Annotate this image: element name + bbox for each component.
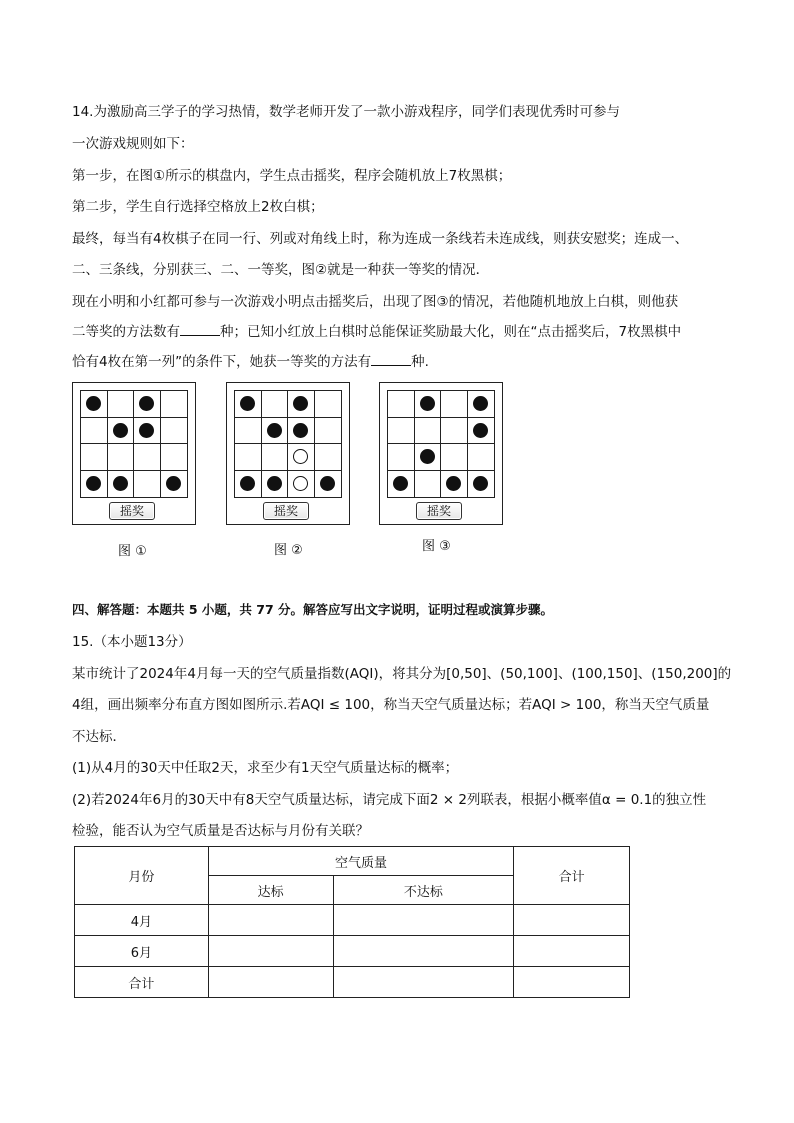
total-header: 合计 [514, 847, 630, 905]
q14-line-4: 第二步，学生自行选择空格放上2枚白棋； [72, 199, 324, 215]
row-label: 合计 [75, 967, 209, 998]
fail-header: 不达标 [333, 876, 514, 905]
board-grid [234, 390, 342, 498]
board-cell[interactable] [134, 391, 161, 418]
q14-line-5: 最终，每当有4枚棋子在同一行、列或对角线上时，称为连成一条线若未连成线，则获安慰奖；连成一、 [72, 231, 689, 247]
black-stone [139, 423, 154, 438]
board-figure-1 [72, 382, 196, 525]
q14-line-2: 一次游戏规则如下： [72, 136, 194, 152]
black-stone [86, 476, 101, 491]
board-cell[interactable] [388, 444, 415, 471]
table-row [75, 967, 630, 998]
lottery-button[interactable]: 摇奖 [109, 502, 155, 520]
board-cell[interactable] [161, 418, 188, 445]
board-cell[interactable] [315, 391, 342, 418]
board-cell[interactable] [161, 444, 188, 471]
board-cell[interactable] [81, 391, 108, 418]
figure-caption-2: 图 ② [274, 543, 303, 558]
cell-pass[interactable] [208, 936, 333, 967]
contingency-table [74, 846, 630, 998]
black-stone [139, 396, 154, 411]
board-cell[interactable] [468, 391, 495, 418]
board-cell[interactable] [315, 471, 342, 498]
black-stone [113, 476, 128, 491]
q14-line-3: 第一步，在图①所示的棋盘内，学生点击摇奖，程序会随机放上7枚黑棋； [72, 168, 512, 184]
section-4-title: 四、解答题：本题共 5 小题，共 77 分。解答应写出文字说明，证明过程或演算步骤。 [72, 602, 554, 617]
q14-line-9 [72, 352, 429, 372]
black-stone [473, 476, 488, 491]
board-cell[interactable] [415, 444, 442, 471]
board-cell[interactable] [441, 418, 468, 445]
board-figure-2 [226, 382, 350, 525]
board-cell[interactable] [161, 471, 188, 498]
cell-fail[interactable] [333, 905, 514, 936]
board-cell[interactable] [468, 444, 495, 471]
black-stone [240, 476, 255, 491]
black-stone [293, 396, 308, 411]
board-cell[interactable] [468, 418, 495, 445]
black-stone [267, 423, 282, 438]
board-cell[interactable] [235, 471, 262, 498]
board-cell[interactable] [134, 471, 161, 498]
board-cell[interactable] [388, 471, 415, 498]
board-grid [387, 390, 495, 498]
board-cell[interactable] [161, 391, 188, 418]
black-stone [473, 396, 488, 411]
board-cell[interactable] [415, 391, 442, 418]
row-label: 4月 [75, 905, 209, 936]
table-row [75, 905, 630, 936]
cell-pass[interactable] [208, 905, 333, 936]
board-cell[interactable] [441, 471, 468, 498]
cell-total[interactable] [514, 936, 630, 967]
black-stone [320, 476, 335, 491]
lottery-button[interactable]: 摇奖 [263, 502, 309, 520]
board-cell[interactable] [441, 391, 468, 418]
q14-line-9-b: 种. [411, 354, 429, 370]
q15-header: 15.（本小题13分） [72, 634, 192, 650]
q15-part-2b: 检验，能否认为空气质量是否达标与月份有关联？ [72, 823, 369, 839]
board-cell[interactable] [288, 391, 315, 418]
board-cell[interactable] [81, 444, 108, 471]
lottery-button[interactable]: 摇奖 [416, 502, 462, 520]
answer-blank-1[interactable] [180, 323, 220, 336]
board-cell[interactable] [468, 471, 495, 498]
board-cell[interactable] [81, 471, 108, 498]
board-cell[interactable] [315, 418, 342, 445]
air-quality-header: 空气质量 [208, 847, 513, 876]
black-stone [473, 423, 488, 438]
board-cell[interactable] [108, 444, 135, 471]
board-cell[interactable] [134, 418, 161, 445]
cell-fail[interactable] [333, 936, 514, 967]
board-cell[interactable] [441, 444, 468, 471]
black-stone [446, 476, 461, 491]
cell-fail[interactable] [333, 967, 514, 998]
board-cell[interactable] [134, 444, 161, 471]
figure-caption-3: 图 ③ [422, 539, 451, 554]
q14-line-7: 现在小明和小红都可参与一次游戏小明点击摇奖后，出现了图③的情况，若他随机地放上白棋，则他获 [72, 294, 679, 310]
black-stone [420, 396, 435, 411]
board-cell[interactable] [288, 471, 315, 498]
q15-line-2: 4组，画出频率分布直方图如图所示.若AQI ≤ 100，称当天空气质量达标；若AQI > 100，称当天空气质量 [72, 697, 710, 713]
board-cell[interactable] [235, 444, 262, 471]
board-cell[interactable] [235, 391, 262, 418]
board-cell[interactable] [81, 418, 108, 445]
q14-line-8-b: 种；已知小红放上白棋时总能保证奖励最大化，则在“点击摇奖后，7枚黑棋中 [220, 324, 682, 340]
board-cell[interactable] [235, 418, 262, 445]
month-header: 月份 [75, 847, 209, 905]
q15-part-2a: (2)若2024年6月的30天中有8天空气质量达标，请完成下面2 × 2列联表，根据小概率值α = 0.1的独立性 [72, 792, 707, 808]
q14-line-8 [72, 322, 681, 342]
cell-pass[interactable] [208, 967, 333, 998]
q14-line-6: 二、三条线，分别获三、二、一等奖，图②就是一种获一等奖的情况． [72, 262, 490, 278]
table-row [75, 936, 630, 967]
board-cell[interactable] [262, 444, 289, 471]
black-stone [240, 396, 255, 411]
board-cell[interactable] [388, 418, 415, 445]
board-cell[interactable] [415, 471, 442, 498]
board-cell[interactable] [108, 418, 135, 445]
q15-part-1: (1)从4月的30天中任取2天，求至少有1天空气质量达标的概率； [72, 760, 459, 776]
board-cell[interactable] [262, 418, 289, 445]
q15-line-1: 某市统计了2024年4月每一天的空气质量指数(AQI)，将其分为[0,50]、(50,100]、(100,150]、(150,200]的 [72, 666, 732, 682]
board-cell[interactable] [415, 418, 442, 445]
q14-line-9-a: 恰有4枚在第一列”的条件下，她获一等奖的方法有 [72, 354, 372, 370]
board-cell[interactable] [288, 418, 315, 445]
black-stone [86, 396, 101, 411]
white-stone [293, 476, 308, 491]
black-stone [113, 423, 128, 438]
board-cell[interactable] [262, 391, 289, 418]
black-stone [393, 476, 408, 491]
cell-total[interactable] [514, 967, 630, 998]
black-stone [293, 423, 308, 438]
board-cell[interactable] [108, 471, 135, 498]
pass-header: 达标 [208, 876, 333, 905]
board-cell[interactable] [108, 391, 135, 418]
black-stone [420, 449, 435, 464]
figure-caption-1: 图 ① [118, 544, 147, 559]
board-cell[interactable] [315, 444, 342, 471]
q14-line-1: 14.为激励高三学子的学习热情，数学老师开发了一款小游戏程序，同学们表现优秀时可参与 [72, 104, 620, 120]
cell-total[interactable] [514, 905, 630, 936]
answer-blank-2[interactable] [371, 353, 411, 366]
q15-line-3: 不达标． [72, 729, 126, 745]
board-grid [80, 390, 188, 498]
board-figure-3 [379, 382, 503, 525]
white-stone [293, 449, 308, 464]
black-stone [267, 476, 282, 491]
q14-line-8-a: 二等奖的方法数有 [72, 324, 180, 340]
board-cell[interactable] [388, 391, 415, 418]
row-label: 6月 [75, 936, 209, 967]
board-cell[interactable] [288, 444, 315, 471]
board-cell[interactable] [262, 471, 289, 498]
black-stone [166, 476, 181, 491]
